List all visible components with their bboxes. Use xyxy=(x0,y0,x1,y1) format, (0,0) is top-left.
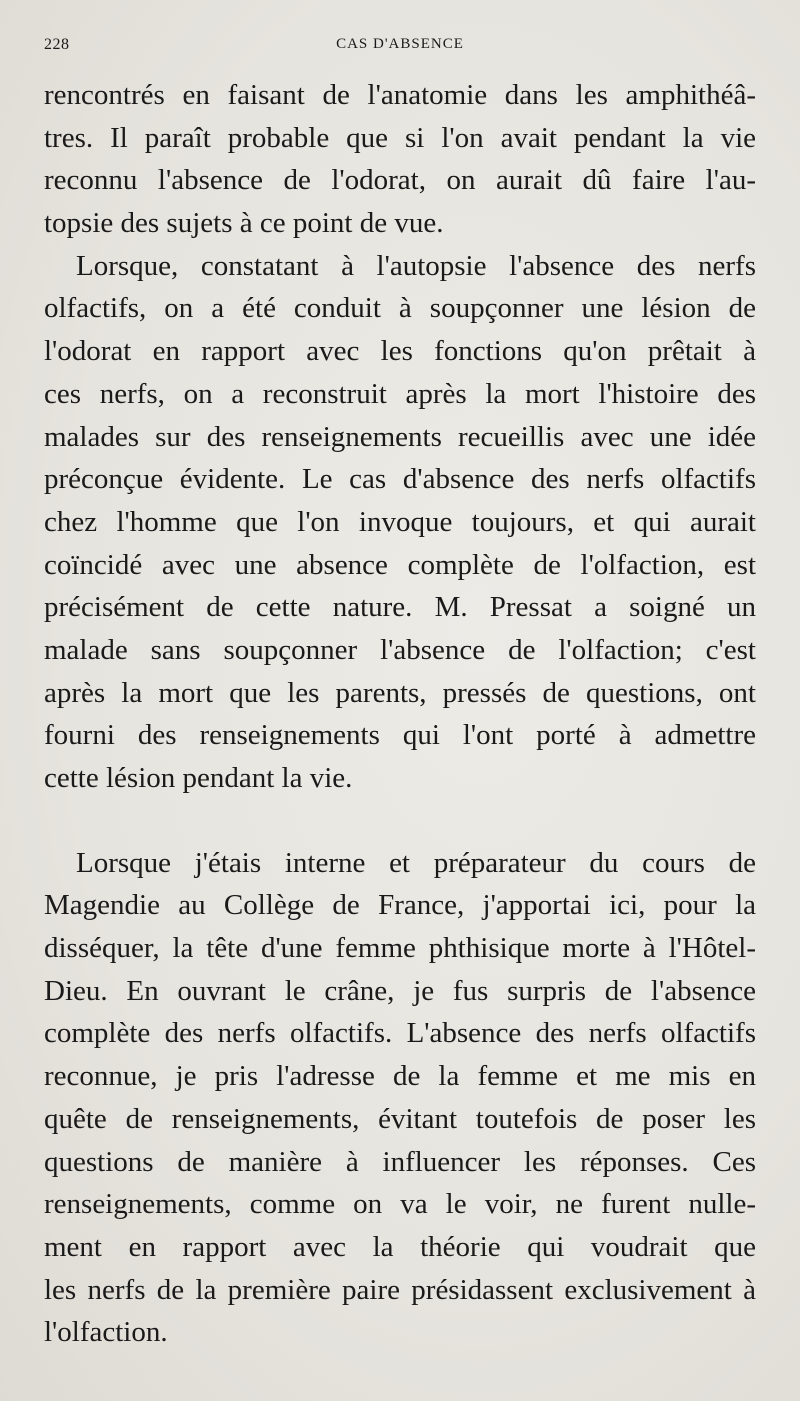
text-line: chez l'homme que l'on invoque toujours, et qui aurait xyxy=(44,505,756,538)
text-line: après la mort que les parents, pressés de questions, ont xyxy=(44,676,756,709)
page-number: 228 xyxy=(44,36,70,53)
text-line: reconnue, je pris l'adresse de la femme et me mis en xyxy=(44,1060,756,1093)
text-line: quête de renseignements, évitant toutefois de poser les xyxy=(44,1102,756,1135)
running-title: CAS D'ABSENCE xyxy=(336,36,464,52)
text-line: olfactifs, on a été conduit à soupçonner une lésion de xyxy=(44,292,756,325)
paragraph-3 xyxy=(44,842,756,1354)
paragraph-1 xyxy=(44,74,756,245)
paragraph-gap xyxy=(44,800,756,842)
text-line: fourni des renseignements qui l'ont porté à admettre xyxy=(44,719,756,752)
text-line: les nerfs de la première paire présidassent exclusivement à xyxy=(44,1273,756,1306)
text-line: Dieu. En ouvrant le crâne, je fus surpris de l'absence xyxy=(44,974,756,1007)
text-line: disséquer, la tête d'une femme phthisique morte à l'Hôtel- xyxy=(44,932,756,965)
text-line: tres. Il paraît probable que si l'on avait pendant la vie xyxy=(44,121,756,154)
text-line: ces nerfs, on a reconstruit après la mort l'histoire des xyxy=(44,377,756,410)
running-head xyxy=(44,36,756,60)
text-line: questions de manière à influencer les réponses. Ces xyxy=(44,1145,756,1178)
text-line: précisément de cette nature. M. Pressat a soigné un xyxy=(44,591,756,624)
text-line: malades sur des renseignements recueillis avec une idée xyxy=(44,420,756,453)
text-line: rencontrés en faisant de l'anatomie dans les amphithéâ- xyxy=(44,79,756,111)
paragraph-2 xyxy=(44,245,756,800)
text-line: préconçue évidente. Le cas d'absence des nerfs olfactifs xyxy=(44,463,756,496)
text-line: malade sans soupçonner l'absence de l'olfaction; c'est xyxy=(44,633,756,666)
body-text xyxy=(44,74,756,1354)
text-line: l'olfaction. xyxy=(44,1316,168,1349)
text-line: complète des nerfs olfactifs. L'absence des nerfs olfactifs xyxy=(44,1017,756,1050)
text-line: renseignements, comme on va le voir, ne furent nulle- xyxy=(44,1188,756,1221)
text-line: reconnu l'absence de l'odorat, on aurait dû faire l'au- xyxy=(44,164,756,197)
text-line: cette lésion pendant la vie. xyxy=(44,762,353,794)
text-line: Lorsque j'étais interne et préparateur du cours de xyxy=(76,846,756,879)
text-line: l'odorat en rapport avec les fonctions qu'on prêtait à xyxy=(44,335,756,368)
text-line: Magendie au Collège de France, j'apportai ici, pour la xyxy=(44,889,756,922)
text-line: Lorsque, constatant à l'autopsie l'absence des nerfs xyxy=(76,249,756,282)
text-line: coïncidé avec une absence complète de l'olfaction, est xyxy=(44,548,756,581)
text-line: ment en rapport avec la théorie qui voudrait que xyxy=(44,1230,756,1263)
text-line: topsie des sujets à ce point de vue. xyxy=(44,207,444,240)
